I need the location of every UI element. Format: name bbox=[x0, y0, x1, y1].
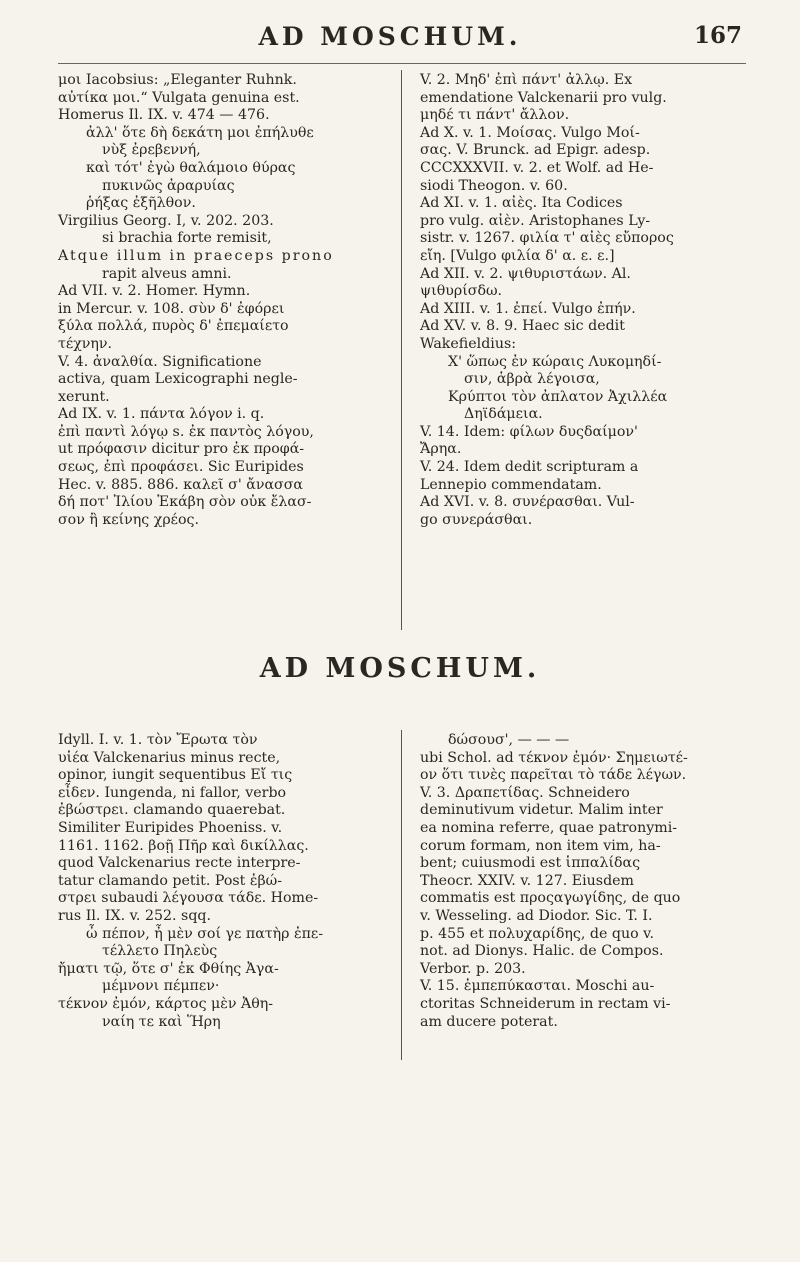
quote-line: σιν, ἁβρὰ λέγοισα, bbox=[464, 371, 600, 388]
note-line: σας. V. Brunck. ad Epigr. adesp. bbox=[420, 142, 651, 159]
note-line: ξύλα πολλά, πυρὸς δ' ἐπεμαίετο bbox=[58, 318, 289, 335]
note-line: emendatione Valckenarii pro vulg. bbox=[420, 89, 667, 106]
note-line: Verbor. p. 203. bbox=[420, 960, 526, 977]
quote-line: ἀλλ' ὅτε δὴ δεκάτη μοι ἐπήλυθε bbox=[86, 124, 314, 141]
note-line: activa, quam Lexicographi negle- bbox=[58, 371, 298, 388]
note-line: εἶδεν. Iungenda, ni fallor, verbo bbox=[58, 784, 287, 801]
quote-line: καὶ τότ' ἐγὼ θαλάμοιο θύρας bbox=[86, 159, 296, 176]
note-line: Homerus Il. IX. v. 474 — 476. bbox=[58, 107, 270, 124]
note-line: Hec. v. 885. 886. καλεῖ σ' ἄνασσα bbox=[58, 476, 303, 493]
notes-column-top-left bbox=[58, 72, 382, 529]
quote-line: μέμνονι πέμπεν· bbox=[102, 978, 220, 995]
note-line: μηδέ τι πάντ' ἄλλον. bbox=[420, 107, 570, 124]
quote-line: rapit alveus amni. bbox=[102, 265, 232, 282]
quote-line: ναίη τε καὶ Ἥρη bbox=[102, 1013, 221, 1030]
note-line: p. 455 et πολυχαρίδης, de quo v. bbox=[420, 925, 654, 942]
note-line: Theocr. XXIV. v. 127. Eiusdem bbox=[420, 872, 635, 889]
note-line: Ad X. v. 1. Μοίσας. Vulgo Μοί- bbox=[420, 124, 640, 141]
quote-line: πυκινῶς ἀραρυίας bbox=[102, 177, 235, 194]
note-line: ἐβώστρει. clamando quaerebat. bbox=[58, 802, 286, 819]
note-line: Idyll. I. v. 1. τὸν Ἔρωτα τὸν bbox=[58, 732, 258, 748]
page-number: 167 bbox=[693, 22, 742, 49]
quote-line: ἤματι τῷ, ὅτε σ' ἐκ Φθίης Ἀγα- bbox=[58, 960, 279, 977]
section-title: AD MOSCHUM. bbox=[259, 653, 541, 684]
quote-line: τέκνον ἐμόν, κάρτος μὲν Ἀθη- bbox=[58, 995, 274, 1012]
note-line: bent; cuiusmodi est ἱππαλίδας bbox=[420, 855, 641, 872]
note-line: in Mercur. v. 108. σὺν δ' ἐφόρει bbox=[58, 300, 285, 317]
note-line: quod Valckenarius recte interpre- bbox=[58, 855, 301, 872]
header-rule bbox=[58, 63, 746, 64]
quote-line: Δηϊδάμεια. bbox=[464, 406, 543, 423]
note-line: ut πρόφασιν dicitur pro ἐκ προφά- bbox=[58, 441, 305, 458]
note-line: Virgilius Georg. I, v. 202. 203. bbox=[58, 212, 274, 229]
note-line: Ad IX. v. 1. πάντα λόγον i. q. bbox=[58, 406, 265, 423]
note-line: σον ἢ κείνης χρέος. bbox=[58, 511, 200, 528]
note-line: V. 3. Δραπετίδας. Schneidero bbox=[420, 784, 630, 801]
quote-line: δώσουσ', — — — bbox=[448, 732, 570, 748]
note-line: corum formam, non item vim, ha- bbox=[420, 837, 661, 854]
note-line: Ad XVI. v. 8. συνέρασθαι. Vul- bbox=[420, 494, 635, 511]
note-line: CCCXXXVII. v. 2. et Wolf. ad He- bbox=[420, 159, 654, 176]
note-line: ἐπὶ παντὶ λόγῳ s. ἐκ παντὸς λόγου, bbox=[58, 423, 314, 440]
quote-line: ῥήξας ἐξῆλθον. bbox=[86, 195, 196, 212]
quote-line: τέλλετο Πηλεὺς bbox=[102, 943, 218, 960]
note-line: ea nomina referre, quae patronymi- bbox=[420, 819, 678, 836]
note-line: αὐτίκα μοι.“ Vulgata genuina est. bbox=[58, 89, 300, 106]
note-line: εἴη. [Vulgo φιλία δ' α. ε. ε.] bbox=[420, 247, 615, 264]
note-line: ον ὅτι τινὲς παρεῖται τὸ τάδε λέγων. bbox=[420, 767, 687, 784]
page-header bbox=[0, 18, 800, 58]
note-line: ctoritas Schneiderum in rectam vi- bbox=[420, 995, 671, 1012]
note-line: Ad VII. v. 2. Homer. Hymn. bbox=[58, 283, 251, 300]
note-line: Wakefieldius: bbox=[420, 335, 517, 352]
note-line: pro vulg. αἰὲν. Aristophanes Ly- bbox=[420, 212, 651, 229]
note-line: σεως, ἐπὶ προφάσει. Sic Euripides bbox=[58, 459, 304, 476]
column-divider-bottom bbox=[401, 730, 402, 1060]
note-line: rus Il. IX. v. 252. sqq. bbox=[58, 907, 211, 924]
note-line: Ad XV. v. 8. 9. Haec sic dedit bbox=[420, 318, 625, 335]
note-line: V. 15. ἐμπεπύκασται. Moschi au- bbox=[420, 978, 655, 995]
note-line: τέχνην. bbox=[58, 335, 113, 352]
note-line: deminutivum videtur. Malim inter bbox=[420, 802, 663, 819]
note-line: 1161. 1162. βοῇ Πῆρ καὶ δικίλλας. bbox=[58, 837, 309, 854]
note-line: Lennepio commendatam. bbox=[420, 476, 602, 493]
note-line: go συνεράσθαι. bbox=[420, 511, 533, 528]
quote-line: Κρύπτοι τὸν ἀπλατον Ἀχιλλέα bbox=[448, 388, 668, 405]
quote-line: Atque illum in praeceps prono bbox=[58, 247, 334, 264]
note-line: siodi Theogon. v. 60. bbox=[420, 177, 568, 194]
note-line: opinor, iungit sequentibus Εἴ τις bbox=[58, 767, 293, 784]
note-line: V. 14. Idem: φίλων δυςδαίμον' bbox=[420, 423, 638, 440]
note-line: tatur clamando petit. Post ἐβώ- bbox=[58, 872, 283, 889]
note-line: v. Wesseling. ad Diodor. Sic. T. I. bbox=[420, 907, 653, 924]
note-line: μοι Iacobsius: „Eleganter Ruhnk. bbox=[58, 72, 297, 88]
quote-line: ὦ πέπον, ἦ μὲν σοί γε πατὴρ ἐπε- bbox=[86, 925, 324, 942]
note-line: Ἄρηα. bbox=[420, 441, 462, 458]
quote-line: νὺξ ἐρεβεννή, bbox=[102, 142, 201, 159]
note-line: V. 2. Μηδ' ἐπὶ πάντ' ἀλλῳ. Ex bbox=[420, 72, 633, 88]
note-line: υἱέα Valckenarius minus recte, bbox=[58, 749, 281, 766]
note-line: V. 24. Idem dedit scripturam a bbox=[420, 459, 639, 476]
note-line: sistr. v. 1267. φιλία τ' αἰὲς εὔπορος bbox=[420, 230, 674, 247]
note-line: ψιθυρίσδω. bbox=[420, 283, 503, 300]
note-line: am ducere poterat. bbox=[420, 1013, 558, 1030]
note-line: Similiter Euripides Phoeniss. v. bbox=[58, 819, 283, 836]
notes-column-bottom-left bbox=[58, 732, 382, 1031]
note-line: Ad XIII. v. 1. ἐπεί. Vulgo ἐπήν. bbox=[420, 300, 636, 317]
note-line: δή ποτ' Ἰλίου Ἑκάβη σὸν οὐκ ἔλασ- bbox=[58, 494, 312, 511]
note-line: Ad XII. v. 2. ψιθυριστάων. Al. bbox=[420, 265, 631, 282]
note-line: V. 4. ἀναλθία. Significatione bbox=[58, 353, 262, 370]
note-line: στρει subaudi λέγουσα τάδε. Home- bbox=[58, 890, 319, 907]
note-line: xerunt. bbox=[58, 388, 110, 405]
column-divider-top bbox=[401, 70, 402, 630]
running-title: AD MOSCHUM. bbox=[258, 22, 522, 51]
note-line: not. ad Dionys. Halic. de Compos. bbox=[420, 943, 664, 960]
notes-column-top-right bbox=[420, 72, 744, 529]
note-line: ubi Schol. ad τέκνον ἐμόν· Σημειωτέ- bbox=[420, 749, 688, 766]
quote-line: X' ὥπως ἐν κώραις Λυκομηδί- bbox=[448, 353, 662, 370]
notes-column-bottom-right bbox=[420, 732, 750, 1031]
note-line: commatis est προςαγωγίδης, de quo bbox=[420, 890, 681, 907]
quote-line: si brachia forte remisit, bbox=[102, 230, 272, 247]
note-line: Ad XI. v. 1. αἰὲς. Ita Codices bbox=[420, 195, 623, 212]
